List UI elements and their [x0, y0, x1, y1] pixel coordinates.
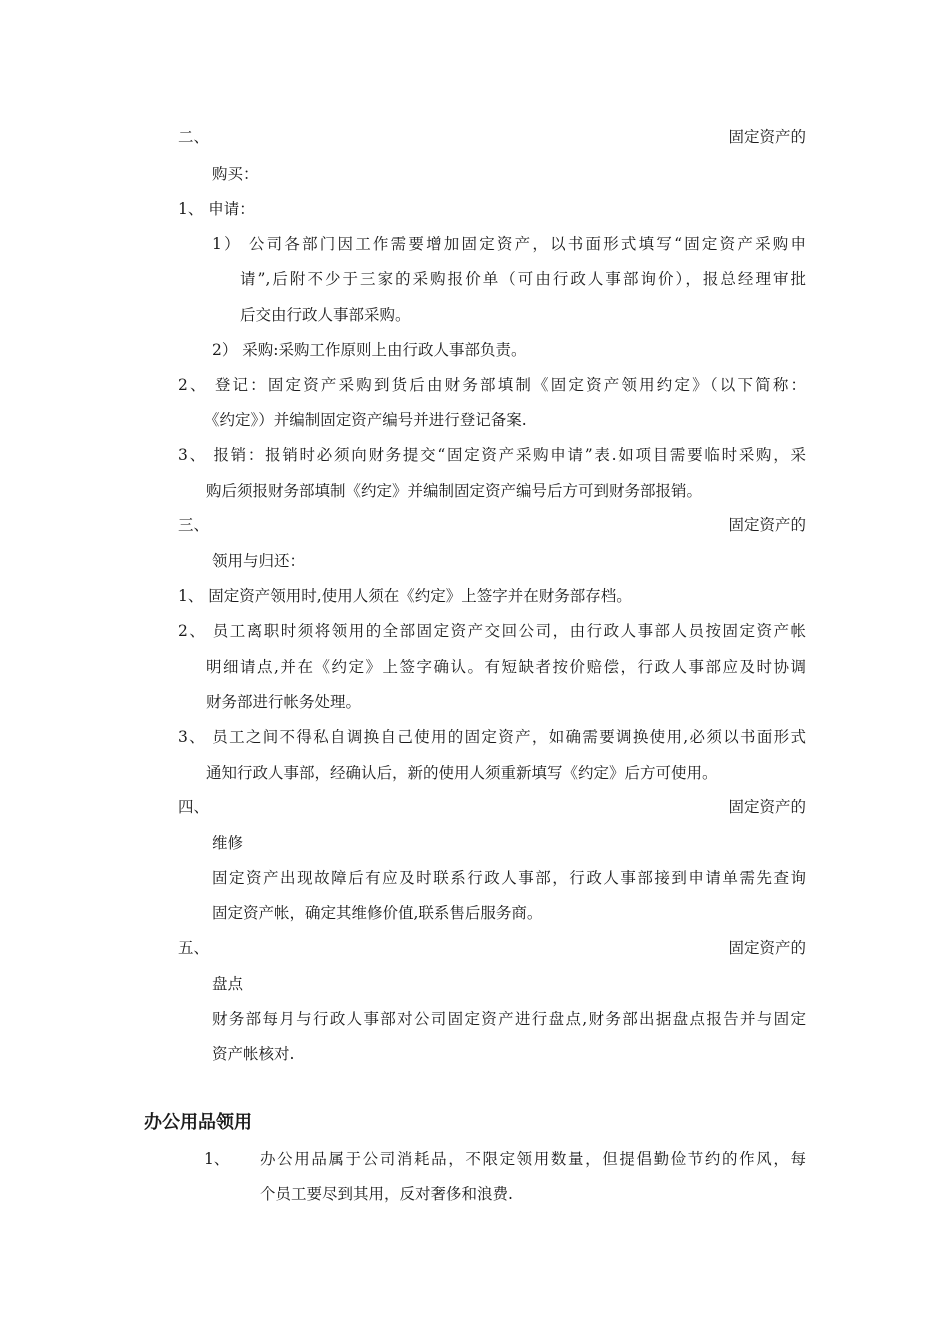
section-2-item-1: 1、 申请： [178, 200, 255, 218]
section-4-title: 固定资产的 [728, 798, 806, 816]
section-3-item-3-line-2: 通知行政人事部，经确认后，新的使用人须重新填写《约定》后方可使用。 [206, 764, 718, 782]
section-5-body-line-2: 资产帐核对. [212, 1045, 295, 1063]
office-item-1-line-2: 个员工要尽到其用，反对奢侈和浪费. [260, 1185, 513, 1203]
section-2-title: 固定资产的 [728, 128, 806, 146]
section-2-sub-1-line-1: 1） 公司各部门因工作需要增加固定资产，以书面形式填写“固定资产采购申 [212, 235, 806, 253]
office-item-1-number: 1、 [204, 1150, 230, 1168]
section-2-sub-2: 2） 采购:采购工作原则上由行政人事部负责。 [212, 341, 527, 359]
section-3-item-3-line-1: 3、 员工之间不得私自调换自己使用的固定资产，如确需要调换使用,必须以书面形式 [178, 728, 806, 746]
section-3-title-cont: 领用与归还： [212, 552, 306, 570]
section-5-title-cont: 盘点 [212, 975, 244, 993]
section-4-body-line-2: 固定资产帐，确定其维修价值,联系售后服务商。 [212, 904, 543, 922]
section-2-item-3-line-2: 购后须报财务部填制《约定》并编制固定资产编号后方可到财务部报销。 [206, 482, 703, 500]
section-3-item-2-line-3: 财务部进行帐务处理。 [206, 693, 362, 711]
section-2-sub-1-line-2: 请”,后附不少于三家的采购报价单（可由行政人事部询价），报总经理审批 [240, 270, 806, 288]
section-3-title: 固定资产的 [728, 516, 806, 534]
section-2-sub-1-line-3: 后交由行政人事部采购。 [240, 306, 411, 324]
section-5-title: 固定资产的 [728, 939, 806, 957]
section-3-item-2-line-2: 明细请点,并在《约定》上签字确认。有短缺者按价赔偿，行政人事部应及时协调 [206, 658, 806, 676]
section-3-item-1: 1、 固定资产领用时,使用人须在《约定》上签字并在财务部存档。 [178, 587, 632, 605]
section-5-number: 五、 [178, 939, 210, 957]
section-4-body-line-1: 固定资产出现故障后有应及时联系行政人事部，行政人事部接到申请单需先查询 [212, 869, 806, 887]
office-item-1-line-1: 办公用品属于公司消耗品，不限定领用数量，但提倡勤俭节约的作风，每 [260, 1150, 806, 1168]
section-2-title-cont: 购买： [212, 165, 259, 183]
section-2-item-2-line-1: 2、 登记：固定资产采购到货后由财务部填制《固定资产领用约定》（以下简称： [178, 376, 806, 394]
section-2-number: 二、 [178, 128, 210, 146]
section-3-number: 三、 [178, 516, 210, 534]
section-2-item-2-line-2: 《约定》）并编制固定资产编号并进行登记备案. [204, 411, 527, 429]
section-3-item-2-line-1: 2、 员工离职时须将领用的全部固定资产交回公司，由行政人事部人员按固定资产帐 [178, 622, 806, 640]
section-5-body-line-1: 财务部每月与行政人事部对公司固定资产进行盘点,财务部出据盘点报告并与固定 [212, 1010, 806, 1028]
section-4-number: 四、 [178, 798, 210, 816]
section-4-title-cont: 维修 [212, 834, 244, 852]
section-2-item-3-line-1: 3、 报销：报销时必须向财务提交“固定资产采购申请”表.如项目需要临时采购，采 [178, 446, 806, 464]
office-supplies-heading: 办公用品领用 [144, 1112, 252, 1133]
